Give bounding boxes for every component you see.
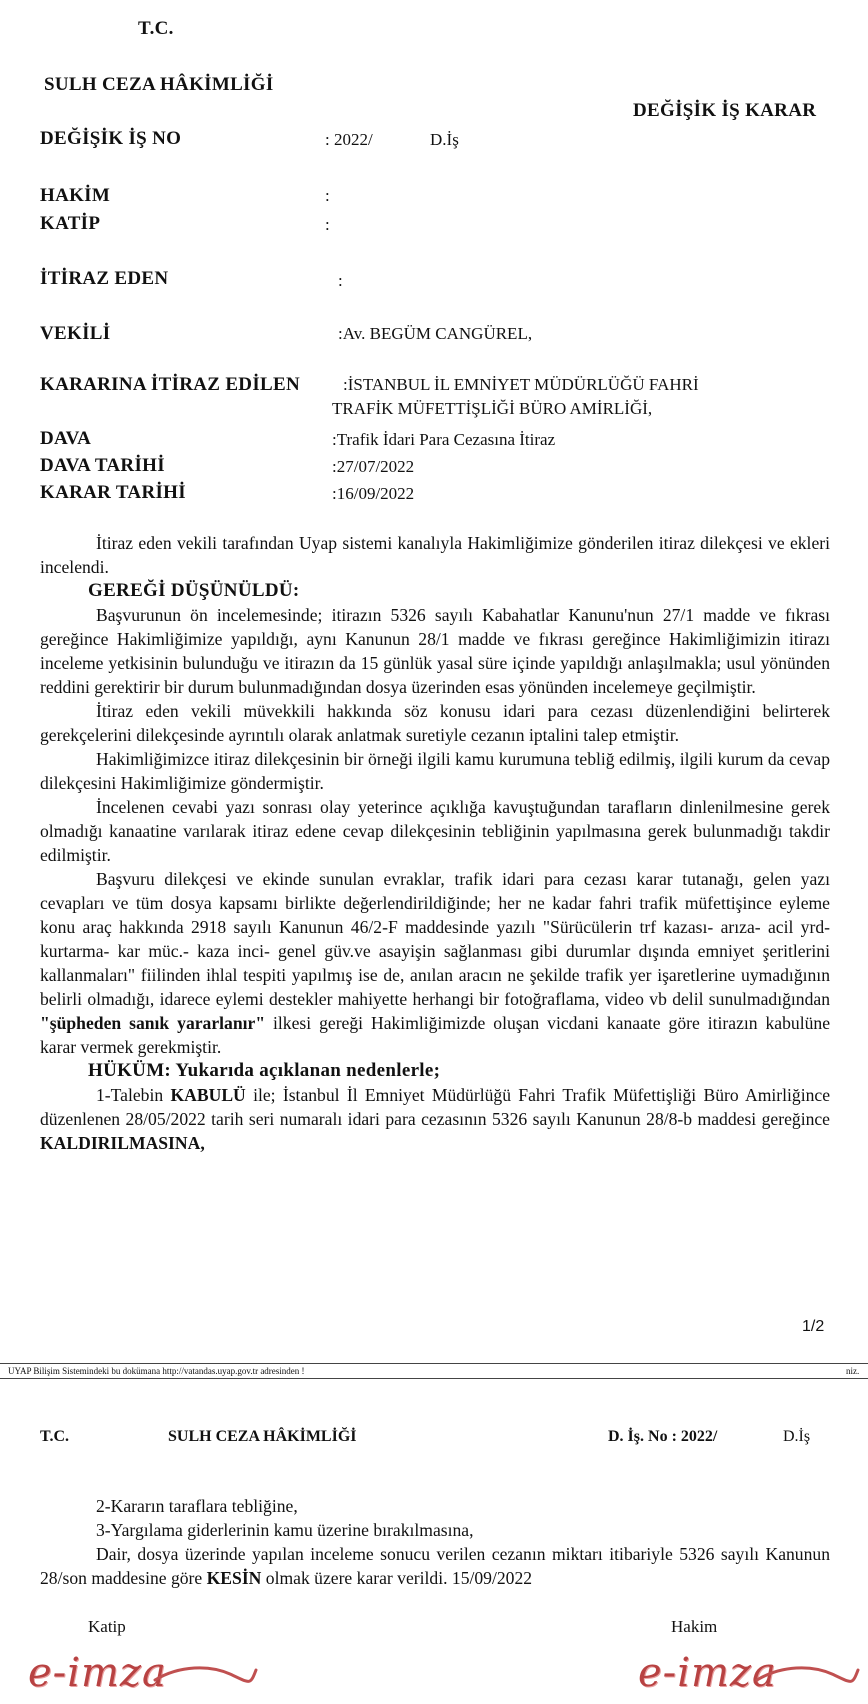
page2-court-name: SULH CEZA HÂKİMLİĞİ bbox=[168, 1428, 357, 1445]
document-type: DEĞİŞİK İŞ KARAR bbox=[633, 100, 817, 121]
judge-value: : bbox=[325, 186, 330, 205]
objector-value: : bbox=[338, 271, 343, 290]
decision-date-value: :16/09/2022 bbox=[332, 484, 415, 503]
objector-label: İTİRAZ EDEN bbox=[40, 268, 169, 289]
heading-verdict: HÜKÜM: Yukarıda açıklanan nedenlerle; bbox=[88, 1060, 441, 1081]
uyap-footer bbox=[0, 1363, 868, 1379]
heading-considered: GEREĞİ DÜŞÜNÜLDÜ: bbox=[88, 580, 300, 601]
attorney-value: :Av. BEGÜM CANGÜREL, bbox=[338, 324, 533, 343]
evaluation-conclusion: ilkesi gereği Hakimliğimizde oluşan vicdani kanaate göre itirazın kabulüne karar vermek gerekmiştir. bbox=[40, 1013, 830, 1057]
case-label: DAVA bbox=[40, 428, 92, 449]
tc-header: T.C. bbox=[138, 18, 174, 39]
final-date-text: olmak üzere karar verildi. 15/09/2022 bbox=[261, 1568, 533, 1588]
case-no-value: : 2022/ bbox=[325, 130, 373, 149]
verdict-annulment: KALDIRILMASINA, bbox=[40, 1133, 205, 1153]
paragraph-verdict-1 bbox=[40, 1083, 830, 1155]
case-date-value: :27/07/2022 bbox=[332, 457, 415, 476]
case-date-label: DAVA TARİHİ bbox=[40, 455, 165, 476]
page2-case-no: D. İş. No : 2022/ bbox=[608, 1428, 718, 1445]
clerk-title: Katip bbox=[88, 1617, 126, 1636]
judge-e-signature: e-imza bbox=[638, 1650, 777, 1696]
clerk-label: KATİP bbox=[40, 213, 101, 234]
judge-label: HAKİM bbox=[40, 185, 111, 206]
paragraph-preliminary-review: Başvurunun ön incelemesinde; itirazın 5326 sayılı Kabahatlar Kanunu'nun 27/1 madde ve fıkrası gereğince Hakimliğimize yapıldığı, aynı Kanunun 28/1 madde ve fıkrası gereğince Hakimliğimizin itirazı inceleme yetkisinin bulunduğu ve itirazın da 15 günlük yasal süre içinde yapıldığı anlaşılmakla; usul yönünden reddini gerektirir bir durum bulunmadığından dosya üzerinden esas yönünden incelemeye geçilmiştir. bbox=[40, 605, 830, 697]
page2-body bbox=[40, 1494, 830, 1590]
footer-right-text: niz. bbox=[846, 1366, 860, 1376]
final-text: Dair, dosya üzerinde yapılan inceleme sonucu verilen cezanın miktarı itibariyle 5326 sayılı Kanunun 28/son maddesine göre bbox=[40, 1544, 830, 1588]
paragraph-evaluation bbox=[40, 867, 830, 1059]
case-value: :Trafik İdari Para Cezasına İtiraz bbox=[332, 430, 556, 449]
final-decision: KESİN bbox=[206, 1568, 262, 1588]
case-no-suffix: D.İş bbox=[430, 130, 459, 149]
paragraph-intro: İtiraz eden vekili tarafından Uyap sistemi kanalıyla Hakimliğimize gönderilen itiraz dilekçesi ve ekleri incelendi. bbox=[40, 533, 830, 577]
verdict-1-text: ile; İstanbul İl Emniyet Müdürlüğü Fahri Trafik Müfettişliği Büro Amirliğince düzenlenen 28/05/2022 tarih seri numaralı idari para cezasının 5326 sayılı Kanunun 28/8-b maddesi gereğince bbox=[40, 1085, 831, 1129]
paragraph-response: İncelenen cevabi yazı sonrası olay yeterince açıklığa kavuştuğundan tarafların dinlenilmesine gerek olmadığı kanaatine varılarak itiraz edene cevap dilekçesinin tebliğinin yapılmasına gerek bulunmadığı takdir edilmiştir. bbox=[40, 797, 830, 865]
verdict-acceptance: KABULÜ bbox=[170, 1085, 246, 1105]
objected-label: KARARINA İTİRAZ EDİLEN bbox=[40, 374, 300, 395]
court-name: SULH CEZA HÂKİMLİĞİ bbox=[44, 74, 274, 95]
verdict-2-notification: 2-Kararın taraflara tebliğine, bbox=[96, 1496, 298, 1516]
decision-date-label: KARAR TARİHİ bbox=[40, 482, 186, 503]
verdict-3-costs: 3-Yargılama giderlerinin kamu üzerine bırakılmasına, bbox=[96, 1520, 474, 1540]
verdict-1-prefix: 1-Talebin bbox=[96, 1085, 171, 1105]
clerk-value: : bbox=[325, 215, 330, 234]
attorney-label: VEKİLİ bbox=[40, 323, 111, 344]
evaluation-text: Başvuru dilekçesi ve ekinde sunulan evraklar, trafik idari para cezası karar tutanağı, gelen yazı cevapları ve tüm dosya kapsamı birlikte değerlendirildiğinde; her ne kadar fahri trafik müfettişince eyleme konu araç hakkında 2918 sayılı Kanunun 46/2-F maddesinde yazılı "Sürücülerin trf kazası- arıza- acil yrd- kurtarma- kar müc.- kaza inci- genel güv.ve asayişin sağlanması gibi durumlar dışında emniyet şeritlerini kallanmaları" fiilinden ihlal tespiti yapılmış ise de, anılan aracın ne şekilde trafik yer işaretlerine uymadığının belirli olmadığı, idarece eylemi destekler mahiyette herhangi bir fotoğraflama, video vb delil sunulmadığından bbox=[40, 869, 830, 1009]
judge-title: Hakim bbox=[671, 1617, 718, 1636]
footer-verification-text: UYAP Bilişim Sistemindeki bu dokümana http://vatandas.uyap.gov.tr adresinden ! bbox=[8, 1366, 305, 1376]
clerk-e-signature: e-imza bbox=[28, 1650, 167, 1696]
page-number: 1/2 bbox=[802, 1318, 825, 1335]
paragraph-notification: Hakimliğimizce itiraz dilekçesinin bir örneği ilgili kamu kurumuna tebliğ edilmiş, ilgili kurum da cevap dilekçesini Hakimliğimize göndermiştir. bbox=[40, 749, 830, 793]
objected-value-line2: TRAFİK MÜFETTİŞLİĞİ BÜRO AMİRLİĞİ, bbox=[332, 399, 653, 418]
page2-tc-header: T.C. bbox=[40, 1428, 70, 1445]
case-no-label: DEĞİŞİK İŞ NO bbox=[40, 128, 182, 149]
final-paragraph bbox=[40, 1542, 830, 1590]
principle-quote: "şüpheden sanık yararlanır" bbox=[40, 1013, 266, 1033]
objected-value-line1: :İSTANBUL İL EMNİYET MÜDÜRLÜĞÜ FAHRİ bbox=[343, 375, 699, 394]
judge-signature-flourish-icon bbox=[752, 1660, 862, 1690]
decision-body bbox=[40, 531, 830, 1155]
page2-case-suffix: D.İş bbox=[783, 1428, 811, 1445]
clerk-signature-flourish-icon bbox=[150, 1660, 260, 1690]
paragraph-objection-claim: İtiraz eden vekili müvekkili hakkında söz konusu idari para cezası düzenlendiğini belirterek gerekçelerini dilekçesinde ayrıntılı olarak anlatmak suretiyle cezanın iptalini talep etmiştir. bbox=[40, 701, 830, 745]
